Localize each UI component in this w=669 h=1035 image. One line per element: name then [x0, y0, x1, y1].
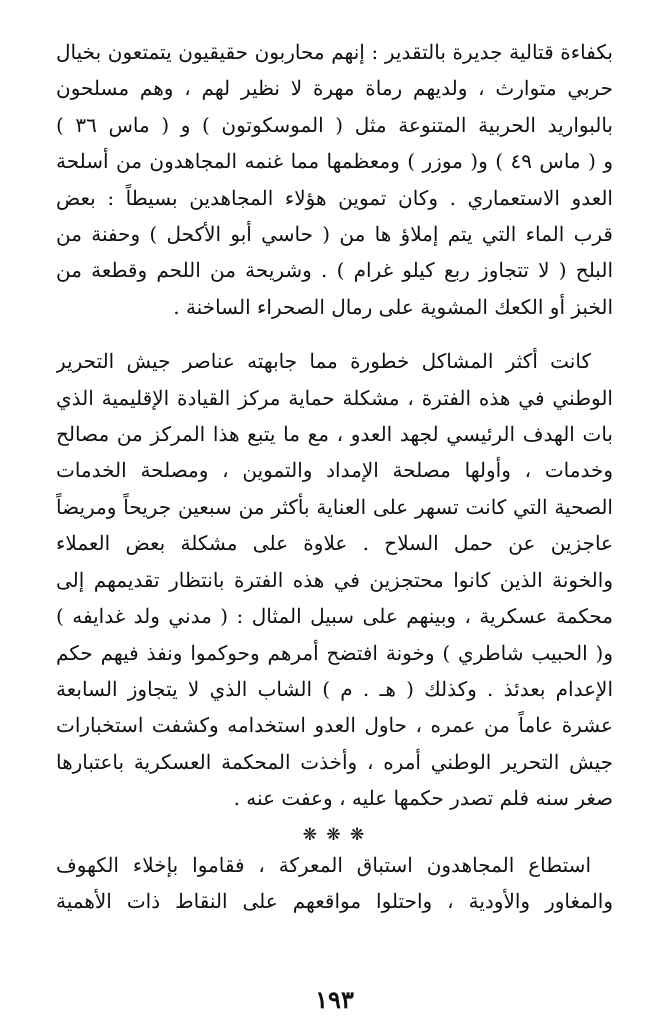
section-separator: ❋ ❋ ❋	[302, 824, 367, 845]
text-line: استطاع المجاهدون استباق المعركة ، فقاموا بإخلاء الكهوف	[56, 852, 591, 877]
text-line: و( الحبيب شاطري ) وخونة افتضح أمرهم وحوكموا ونفذ فيهم حكم	[56, 640, 613, 665]
text-line: والمغاور والأودية ، واحتلوا مواقعهم على النقاط ذات الأهمية	[56, 888, 613, 913]
text-line: البلح ( لا تتجاوز ربع كيلو غرام ) . وشريحة من اللحم وقطعة من	[56, 258, 613, 283]
page-number: ١٩٣	[315, 985, 354, 1014]
text-line: صغر سنه فلم تصدر حكمها عليه ، وعفت عنه .	[233, 786, 613, 811]
text-line: وخدمات ، وأولها مصلحة الإمداد والتموين ، ومصلحة الخدمات	[56, 458, 613, 483]
text-line: عشرة عاماً من عمره ، حاول العدو استخدامه وكشفت استخبارات	[56, 713, 613, 738]
text-line: بكفاءة قتالية جديرة بالتقدير : إنهم محاربون حقيقيون يتمتعون بخيال	[56, 40, 613, 64]
text-line: الخبز أو الكعك المشوية على رمال الصحراء الساخنة .	[173, 294, 613, 319]
text-line: محكمة عسكرية ، وبينهم على سبيل المثال : ( مدني ولد غدايفه )	[56, 604, 613, 629]
paragraph-1	[56, 34, 613, 325]
text-line: قرب الماء التي يتم إملاؤ ها من ( حاسي أبو الأكحل ) وحفنة من	[56, 222, 613, 247]
text-line: الوطني في هذه الفترة ، مشكلة حماية مركز القيادة الإقليمية الذي	[56, 385, 613, 410]
text-line: حربي متوارث ، ولديهم رماة مهرة لا نظير لهم ، وهم مسلحون	[56, 76, 613, 101]
text-line: الصحية التي كانت تسهر على العناية بأكثر من سبعين جريحاً ومريضاً	[56, 494, 613, 519]
text-line: والخونة الذين كانوا محتجزين في هذه الفترة بانتظار تقديمهم إلى	[56, 567, 613, 592]
paragraph-2	[56, 343, 613, 816]
text-line: بات الهدف الرئيسي لجهد العدو ، مع ما يتبع هذا المركز من مصالح	[56, 422, 613, 447]
text-line: الإعدام بعدئذ . وكذلك ( هـ . م ) الشاب الذي لا يتجاوز السابعة	[56, 676, 613, 701]
text-line: العدو الاستعماري . وكان تموين هؤلاء المجاهدين بسيطاً : بعض	[56, 185, 613, 210]
text-line: عاجزين عن حمل السلاح . علاوة على مشكلة بعض العملاء	[56, 531, 613, 556]
text-line: و ( ماس ٤٩ ) و( موزر ) ومعظمها مما غنمه المجاهدون من أسلحة	[56, 149, 613, 174]
paragraph-3	[56, 847, 613, 920]
text-line: بالبواريد الحربية المتنوعة مثل ( الموسكوتون ) و ( ماس ٣٦ )	[56, 112, 613, 137]
text-line: كانت أكثر المشاكل خطورة مما جابهته عناصر جيش التحرير	[56, 349, 591, 374]
text-line: جيش التحرير الوطني أمره ، وأخذت المحكمة العسكرية باعتبارها	[56, 749, 613, 774]
